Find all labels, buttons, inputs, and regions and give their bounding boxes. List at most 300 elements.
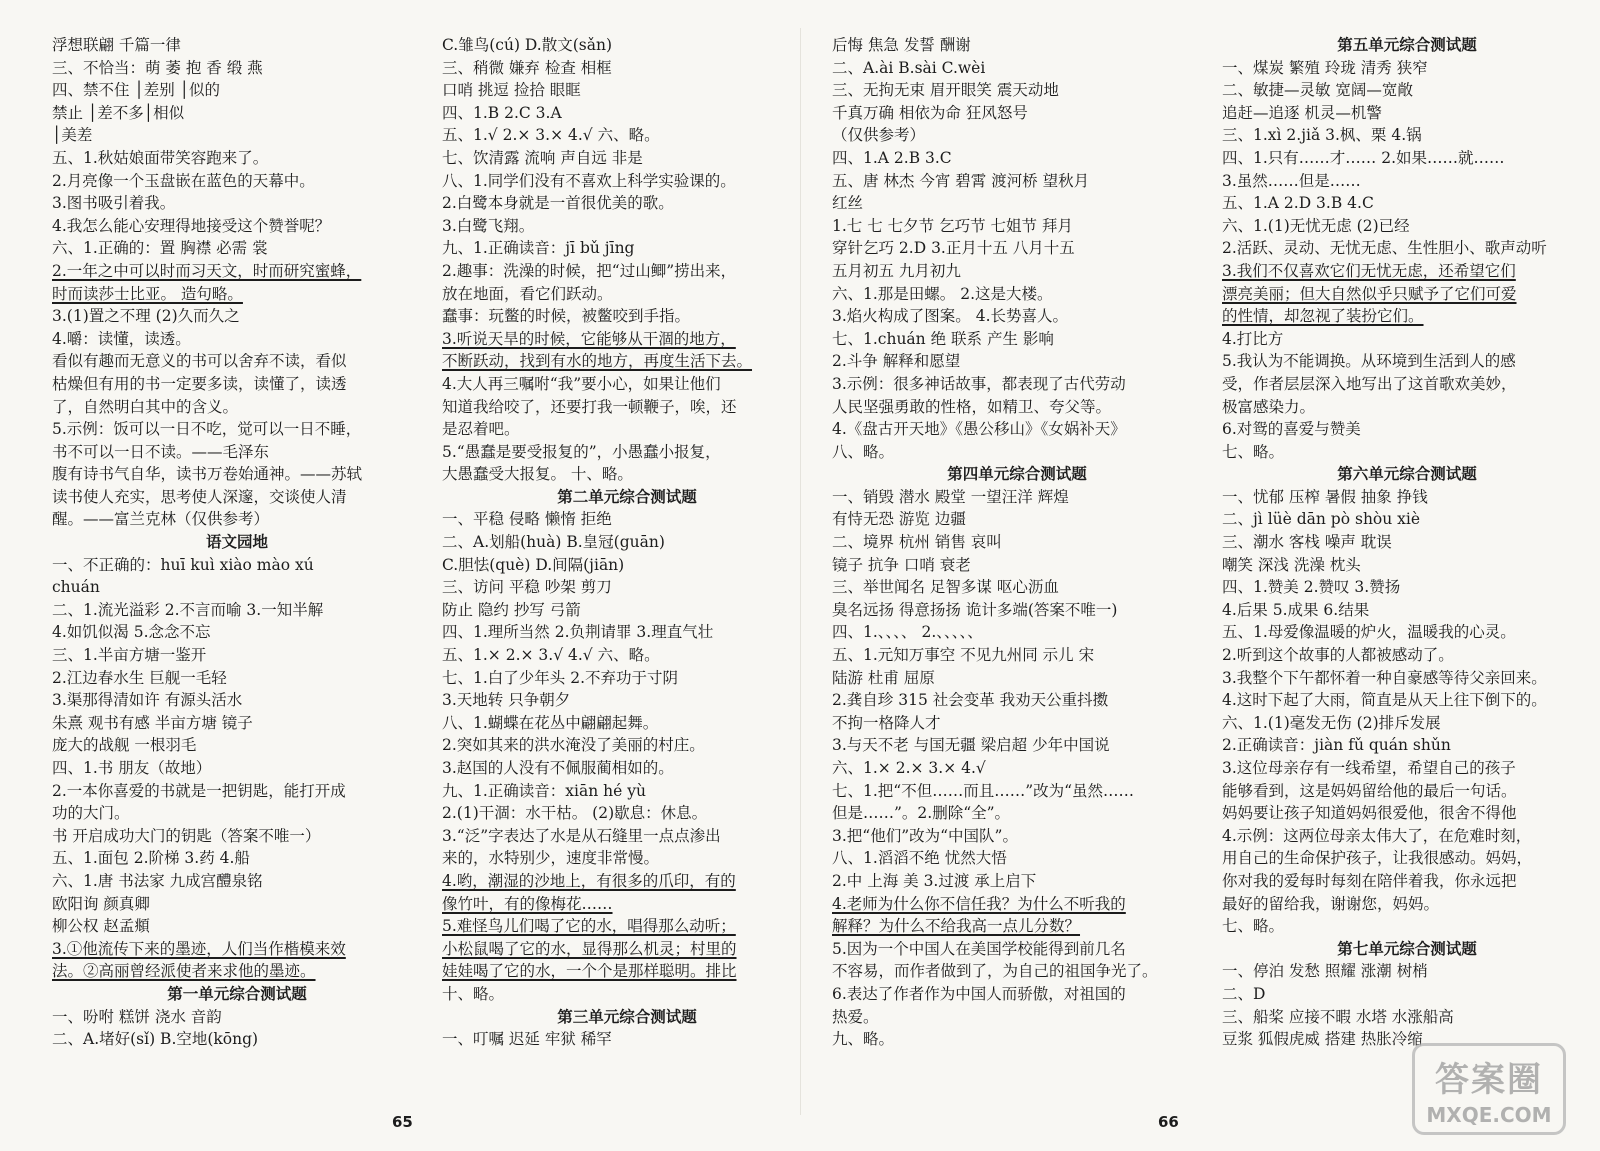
answer-line	[1222, 283, 1592, 306]
line-text: 2.白鹭本身就是一首很优美的歌。	[442, 194, 674, 213]
line-text: 大愚蠢受大报复。 十、略。	[442, 465, 633, 484]
answer-line	[832, 1006, 1202, 1029]
answer-line	[52, 441, 422, 464]
watermark-logo	[1412, 1043, 1566, 1135]
line-text: 2.活跃、灵动、无忧无虑、生性胆小、歌声动听	[1222, 239, 1547, 258]
answer-line	[1222, 780, 1592, 803]
line-text: 读书使人充实，思考使人深邃，交谈使人清	[52, 487, 347, 506]
answer-line	[832, 644, 1202, 667]
line-text: 六、1.(1)无忧无虑 (2)已经	[1222, 216, 1410, 235]
line-text: 4.这时下起了大雨，简直是从天上往下倒下的。	[1222, 691, 1547, 710]
answer-line	[832, 350, 1202, 373]
line-text: 2.一年之中可以时而习天文，时而研究蜜蜂，	[52, 261, 362, 280]
line-text: 5.示例：饭可以一日不吃，觉可以一日不睡，	[52, 420, 362, 439]
answer-line	[832, 102, 1202, 125]
line-text: 3.图书吸引着我。	[52, 194, 176, 213]
answer-line	[1222, 554, 1592, 577]
answer-line	[442, 463, 812, 486]
line-text: 4.老师为什么你不信任我？为什么不听我的	[832, 894, 1126, 913]
answer-line	[832, 1028, 1202, 1051]
section-heading	[52, 531, 422, 554]
answer-line	[832, 712, 1202, 735]
answer-line	[1222, 983, 1592, 1006]
line-text: 穿针乞巧 2.D 3.正月十五 八月十五	[832, 239, 1075, 258]
answer-line	[52, 328, 422, 351]
line-text: 2.听到这个故事的人都被感动了。	[1222, 646, 1454, 665]
line-text: 二、敏捷—灵敏 宽阔—宽敞	[1222, 81, 1413, 100]
answer-line	[1222, 350, 1592, 373]
line-text: 朱熹 观书有感 半亩方塘 镜子	[52, 713, 253, 732]
answer-line	[1222, 215, 1592, 238]
line-text: 书 开启成功大门的钥匙（答案不唯一）	[52, 826, 321, 845]
answer-line	[1222, 870, 1592, 893]
line-text: 九、1.正确读音：xiān hé yù	[442, 781, 646, 800]
answer-line	[52, 124, 422, 147]
answer-line	[52, 237, 422, 260]
line-text: 3.这位母亲存有一线希望，希望自己的孩子	[1222, 759, 1516, 777]
section-heading	[832, 463, 1202, 486]
answer-line	[1222, 1006, 1592, 1029]
line-text: 2.(1)干涸：水干枯。 (2)歇息：休息。	[442, 804, 708, 823]
line-text: 极富感染力。	[1222, 397, 1316, 416]
line-text: 六、1.(1)毫发无伤 (2)排斥发展	[1222, 713, 1441, 732]
line-text: 十、略。	[442, 984, 505, 1003]
line-text: 3.听说天旱的时候，它能够从干涸的地方，	[442, 329, 736, 348]
answer-line	[832, 124, 1202, 147]
line-text: 一、不正确的：huī kuì xiào mào xú	[52, 555, 314, 574]
answer-line	[442, 124, 812, 147]
line-text: 一、叮嘱 迟延 牢狱 稀罕	[442, 1030, 612, 1049]
section-heading	[442, 486, 812, 509]
answer-line	[442, 102, 812, 125]
line-text: 追赶—追逐 机灵—机警	[1222, 103, 1382, 122]
line-text: 4.我怎么能心安理得地接受这个赞誉呢？	[52, 216, 331, 235]
line-text: 五、1.× 2.× 3.√ 4.√ 六、略。	[442, 646, 660, 665]
answer-line	[52, 825, 422, 848]
line-text: 四、1.赞美 2.赞叹 3.赞扬	[1222, 578, 1401, 597]
answer-line	[832, 621, 1202, 644]
answer-line	[442, 689, 812, 712]
answer-line	[832, 757, 1202, 780]
line-text: 防止 隐约 抄写 弓箭	[442, 600, 581, 619]
answer-line	[832, 418, 1202, 441]
answer-line	[832, 170, 1202, 193]
line-text: 但是……”。2.删除“全”。	[832, 804, 1011, 823]
line-text: 2.中 上海 美 3.过渡 承上启下	[832, 871, 1037, 890]
answer-line	[52, 712, 422, 735]
line-text: 妈妈要让孩子知道妈妈很爱他，很舍不得他	[1222, 804, 1517, 823]
line-text: 七、饮清露 流响 声自远 非是	[442, 148, 643, 167]
line-text: 一、销毁 潜水 殿堂 一望汪洋 辉煌	[832, 487, 1069, 506]
line-text: 语文园地	[205, 532, 268, 552]
line-text: 三、不恰当：萌 萎 抱 香 缎 燕	[52, 58, 263, 77]
line-text: 浮想联翩 千篇一律	[52, 36, 181, 54]
line-text: 4.示例：这两位母亲太伟大了，在危难时刻，	[1222, 826, 1532, 845]
line-text: 4.打比方	[1222, 329, 1284, 348]
line-text: 六、1.唐 书法家 九成宫醴泉铭	[52, 871, 263, 890]
line-text: 2.趣事：洗澡的时候，把“过山鲫”捞出来，	[442, 261, 737, 280]
line-text: 有恃无恐 游览 边疆	[832, 510, 966, 529]
line-text: 能够看到，这是妈妈留给他的最后一句话。	[1222, 781, 1517, 800]
answer-line	[832, 57, 1202, 80]
line-text: chuán	[52, 578, 100, 597]
answer-line	[52, 170, 422, 193]
answer-line	[52, 34, 422, 57]
line-text: 二、1.流光溢彩 2.不言而喻 3.一知半解	[52, 600, 324, 619]
line-text: 六、1.那是田螺。 2.这是大楼。	[832, 284, 1053, 303]
answer-line	[1222, 57, 1592, 80]
line-text: 七、略。	[1222, 917, 1285, 936]
line-text: 4.嚼：读懂，读透。	[52, 329, 191, 348]
line-text: 你对我的爱每时每刻在陪伴着我，你永远把	[1222, 871, 1517, 890]
answer-line	[442, 373, 812, 396]
line-text: C.胆怯(què) D.间隔(jiān)	[442, 555, 625, 574]
answer-line	[52, 508, 422, 531]
section-heading	[442, 1006, 812, 1029]
line-text: 5.“愚蠢是要受报复的”，小愚蠢小报复，	[442, 442, 721, 461]
line-text: 小松鼠喝了它的水，显得那么机灵；村里的	[442, 939, 737, 958]
answer-line	[442, 283, 812, 306]
page-number-left: 65	[392, 1113, 413, 1131]
answer-line	[52, 576, 422, 599]
answer-line	[832, 667, 1202, 690]
line-text: 五月初五 九月初九	[832, 261, 961, 280]
line-text: 3.虽然……但是……	[1222, 171, 1361, 190]
answer-line	[832, 215, 1202, 238]
answer-line	[832, 396, 1202, 419]
answer-line	[832, 847, 1202, 870]
answer-line	[1222, 441, 1592, 464]
line-text: 腹有诗书气自华，读书万卷始通神。——苏轼	[52, 465, 363, 484]
line-text: 2.突如其来的洪水淹没了美丽的村庄。	[442, 736, 705, 755]
line-text: 不断跃动，找到有水的地方，再度生活下去。	[442, 352, 753, 371]
line-text: 枯燥但有用的书一定要多读，读懂了，读透	[52, 374, 347, 393]
line-text: 热爱。	[832, 1007, 879, 1026]
answer-line	[1222, 147, 1592, 170]
line-text: 4.哟，潮湿的沙地上，有很多的爪印，有的	[442, 871, 736, 890]
answer-line	[442, 757, 812, 780]
answer-line	[442, 667, 812, 690]
line-text: │美差	[52, 126, 93, 145]
line-text: 八、1.滔滔不绝 忧然大悟	[832, 849, 1007, 868]
line-text: 2.正确读音：jiàn fǔ quán shǔn	[1222, 736, 1451, 755]
line-text: 6.表达了作者作为中国人而骄傲，对祖国的	[832, 984, 1126, 1003]
answer-line	[1222, 418, 1592, 441]
watermark-text: 答案圈	[1435, 1060, 1543, 1100]
line-text: 六、1.正确的：置 胸襟 必需 裳	[52, 239, 268, 258]
answer-line	[1222, 508, 1592, 531]
line-text: 书不可以一日不读。——毛泽东	[52, 442, 270, 461]
line-text: 第二单元综合测试题	[557, 486, 697, 506]
line-text: 一、煤炭 繁殖 玲珑 清秀 狭窄	[1222, 58, 1428, 77]
line-text: 放在地面，看它们跃动。	[442, 284, 613, 303]
line-text: 功的大门。	[52, 804, 130, 823]
answer-line	[52, 1006, 422, 1029]
line-text: 2.斗争 解释和愿望	[832, 352, 961, 371]
line-text: 臭名远扬 得意扬扬 诡计多端(答案不唯一)	[832, 600, 1118, 619]
answer-line	[1222, 644, 1592, 667]
line-text: C.雏鸟(cú) D.散文(sǎn)	[442, 36, 612, 54]
line-text: 第三单元综合测试题	[557, 1006, 697, 1026]
line-text: 像竹叶，有的像梅花……	[442, 894, 613, 913]
line-text: 人民坚强勇敢的性格，如精卫、夸父等。	[832, 397, 1112, 416]
line-text: 3.白鹭飞翔。	[442, 216, 535, 235]
answer-line	[442, 215, 812, 238]
answer-line	[52, 757, 422, 780]
line-text: 五、1.秋姑娘面带笑容跑来了。	[52, 148, 269, 167]
answer-line	[52, 734, 422, 757]
answer-line	[442, 396, 812, 419]
line-text: 来的，水特别少，速度非常慢。	[442, 849, 660, 868]
answer-line	[832, 508, 1202, 531]
answer-line	[52, 644, 422, 667]
line-text: 2.江边春水生 巨舰一毛轻	[52, 668, 227, 687]
line-text: 娃娃喝了它的水，一个个是那样聪明。排比	[442, 962, 737, 981]
line-text: 第七单元综合测试题	[1337, 938, 1477, 958]
line-text: 三、船桨 应接不暇 水塔 水涨船高	[1222, 1007, 1454, 1026]
line-text: 八、略。	[832, 442, 895, 461]
line-text: 2.月亮像一个玉盘嵌在蓝色的天幕中。	[52, 171, 315, 190]
answer-line	[1222, 79, 1592, 102]
line-text: 不拘一格降人才	[832, 713, 941, 732]
answer-line	[442, 418, 812, 441]
section-heading	[1222, 34, 1592, 57]
answer-line	[52, 463, 422, 486]
line-text: 镜子 抗争 口哨 衰老	[832, 555, 971, 574]
line-text: 二、jì lüè dān pò shòu xiè	[1222, 510, 1421, 529]
answer-line	[832, 283, 1202, 306]
line-text: 三、举世闻名 足智多谋 呕心沥血	[832, 578, 1059, 597]
answer-line	[1222, 621, 1592, 644]
answer-line	[832, 305, 1202, 328]
line-text: 漂亮美丽；但大自然似乎只赋予了它们可爱	[1222, 284, 1517, 303]
line-text: 四、禁不住 │差别 │似的	[52, 81, 221, 100]
answer-line	[832, 780, 1202, 803]
line-text: 6.对鸳的喜爱与赞美	[1222, 420, 1361, 439]
answer-line	[1222, 260, 1592, 283]
line-text: 3.示例：很多神话故事，都表现了古代劳动	[832, 374, 1126, 393]
answer-line	[1222, 237, 1592, 260]
answer-line	[442, 599, 812, 622]
line-text: 三、潮水 客栈 噪声 耽误	[1222, 533, 1392, 552]
answer-line	[442, 621, 812, 644]
line-text: 的性情，却忽视了装扮它们。	[1222, 307, 1424, 326]
answer-line	[832, 531, 1202, 554]
line-text: 红丝	[832, 194, 864, 213]
answer-line	[52, 396, 422, 419]
answer-line	[442, 870, 812, 893]
answer-line	[442, 960, 812, 983]
answer-line	[52, 350, 422, 373]
line-text: 庞大的战舰 一根羽毛	[52, 736, 197, 755]
line-text: 三、稍微 嫌弃 检查 相框	[442, 58, 612, 77]
line-text: 八、1.蝴蝶在花丛中翩翩起舞。	[442, 713, 659, 732]
answer-line	[1222, 576, 1592, 599]
answer-line	[442, 938, 812, 961]
watermark-url: MXQE.COM	[1426, 1103, 1552, 1127]
answer-line	[1222, 960, 1592, 983]
answer-line	[52, 847, 422, 870]
answer-line	[1222, 712, 1592, 735]
answer-line	[52, 305, 422, 328]
line-text: 2.一本你喜爱的书就是一把钥匙，能打开成	[52, 781, 346, 800]
line-text: 3.天地转 只争朝夕	[442, 691, 571, 710]
answer-line	[52, 893, 422, 916]
line-text: 七、1.把“不但……而且……”改为“虽然……	[832, 781, 1135, 800]
answer-line	[442, 328, 812, 351]
answer-line	[52, 667, 422, 690]
line-text: 第一单元综合测试题	[167, 983, 307, 1003]
answer-line	[52, 79, 422, 102]
line-text: 口哨 挑逗 捡拾 眼眶	[442, 81, 581, 100]
line-text: 嘲笑 深浅 洗澡 枕头	[1222, 555, 1361, 574]
section-heading	[1222, 938, 1592, 961]
answer-line	[442, 825, 812, 848]
line-text: 一、忧郁 压榨 暑假 抽象 挣钱	[1222, 487, 1428, 506]
line-text: 3.赵国的人没有不佩服蔺相如的。	[442, 759, 674, 777]
answer-line	[1222, 124, 1592, 147]
answer-line	[832, 915, 1202, 938]
line-text: 3.我们不仅喜欢它们无忧无虑，还希望它们	[1222, 261, 1516, 280]
answer-line	[52, 192, 422, 215]
answer-line	[52, 870, 422, 893]
answer-line	[1222, 599, 1592, 622]
line-text: 一、停泊 发愁 照耀 涨潮 树梢	[1222, 962, 1428, 981]
line-text: 二、A.ài B.sài C.wèi	[832, 58, 986, 77]
answer-line	[442, 802, 812, 825]
line-text: 二、境界 杭州 销售 哀叫	[832, 533, 1002, 552]
answer-line	[832, 34, 1202, 57]
line-text: 四、1.A 2.B 3.C	[832, 148, 952, 167]
line-text: 解释？为什么不给我高一点儿分数？	[832, 917, 1081, 936]
answer-line	[442, 57, 812, 80]
line-text: 禁止 │差不多│相似	[52, 103, 185, 122]
answer-line	[442, 734, 812, 757]
answer-line	[832, 260, 1202, 283]
line-text: 最好的留给我，谢谢您，妈妈。	[1222, 894, 1440, 913]
answer-line	[832, 192, 1202, 215]
answer-line	[832, 328, 1202, 351]
line-text: 四、1.、、、、 2.、、、、、	[832, 623, 983, 642]
answer-line	[832, 373, 1202, 396]
page-number-right: 66	[1158, 1113, 1179, 1131]
answer-line	[442, 644, 812, 667]
answer-line	[442, 34, 812, 57]
answer-line	[52, 689, 422, 712]
line-text: 3.渠那得清如许 有源头活水	[52, 691, 243, 710]
line-text: 欧阳询 颜真卿	[52, 894, 150, 913]
answer-line	[1222, 802, 1592, 825]
answer-line	[52, 780, 422, 803]
line-text: 五、1.A 2.D 3.B 4.C	[1222, 194, 1374, 213]
line-text: 二、D	[1222, 984, 1266, 1003]
answer-line	[442, 441, 812, 464]
line-text: 千真万确 相依为命 狂风怒号	[832, 103, 1028, 122]
line-text: 1.七 七 七夕节 乞巧节 七姐节 拜月	[832, 216, 1073, 235]
line-text: 一、吩咐 糕饼 浇水 音韵	[52, 1007, 222, 1026]
answer-line	[1222, 305, 1592, 328]
line-text: 4.如饥似渴 5.念念不忘	[52, 623, 211, 642]
answer-line	[52, 57, 422, 80]
answer-line	[832, 147, 1202, 170]
line-text: 七、1.白了少年头 2.不弃功于寸阴	[442, 668, 679, 687]
answer-line	[442, 170, 812, 193]
section-heading	[52, 983, 422, 1006]
answer-line	[52, 960, 422, 983]
line-text: 4.大人再三嘱咐“我”要小心，如果让他们	[442, 374, 721, 393]
column-2	[442, 34, 812, 1051]
answer-line	[1222, 757, 1592, 780]
line-text: 第六单元综合测试题	[1337, 464, 1477, 484]
line-text: 三、无拘无束 眉开眼笑 震天动地	[832, 81, 1059, 100]
answer-line	[832, 576, 1202, 599]
answer-line	[1222, 486, 1592, 509]
answer-line	[52, 599, 422, 622]
line-text: 5.难怪鸟儿们喝了它的水，唱得那么动听；	[442, 917, 736, 936]
line-text: 五、1.元知万事空 不见九州同 示儿 宋	[832, 646, 1095, 665]
answer-line	[832, 554, 1202, 577]
line-text: 三、1.xì 2.jiǎ 3.枫、栗 4.锅	[1222, 126, 1422, 145]
answer-line	[442, 260, 812, 283]
line-text: 3.(1)置之不理 (2)久而久之	[52, 307, 240, 326]
answer-line	[52, 373, 422, 396]
answer-line	[1222, 192, 1592, 215]
answer-line	[442, 237, 812, 260]
line-text: （仅供参考）	[832, 126, 926, 145]
line-text: 柳公权 赵孟頫	[52, 917, 150, 936]
line-text: 豆浆 狐假虎威 搭建 热胀冷缩	[1222, 1030, 1423, 1049]
line-text: 三、1.半亩方塘一鉴开	[52, 646, 207, 665]
answer-line	[1222, 396, 1592, 419]
answer-line	[1222, 328, 1592, 351]
answer-line	[442, 983, 812, 1006]
line-text: 后悔 焦急 发誓 酬谢	[832, 36, 971, 54]
line-text: 七、1.chuán 绝 联系 产生 影响	[832, 329, 1054, 348]
line-text: 四、1.只有……才…… 2.如果……就……	[1222, 148, 1505, 167]
answer-line	[1222, 893, 1592, 916]
line-text: 第四单元综合测试题	[947, 464, 1087, 484]
answer-line	[52, 418, 422, 441]
line-text: 4.《盘古开天地》《愚公移山》《女娲补天》	[832, 420, 1126, 439]
answer-line	[442, 350, 812, 373]
answer-line	[52, 802, 422, 825]
line-text: 九、略。	[832, 1030, 895, 1049]
line-text: 蠢事：玩鳖的时候，被鳖咬到手指。	[442, 307, 691, 326]
answer-line	[832, 734, 1202, 757]
line-text: 知道我给咬了，还要打我一顿鞭子，唉，还	[442, 397, 737, 416]
answer-line	[832, 689, 1202, 712]
answer-line	[52, 260, 422, 283]
answer-line	[442, 192, 812, 215]
answer-line	[832, 960, 1202, 983]
line-text: 用自己的生命保护孩子，让我很感动。妈妈，	[1222, 849, 1533, 868]
answer-line	[442, 847, 812, 870]
line-text: 五、唐 林杰 今宵 碧霄 渡河桥 望秋月	[832, 171, 1090, 190]
answer-line	[832, 486, 1202, 509]
line-text: 5.因为一个中国人在美国学校能得到前几名	[832, 939, 1126, 958]
line-text: 五、1.√ 2.× 3.× 4.√ 六、略。	[442, 126, 660, 145]
answer-line	[442, 893, 812, 916]
line-text: 是忍着吧。	[442, 420, 520, 439]
answer-line	[442, 915, 812, 938]
answer-line	[1222, 373, 1592, 396]
answer-line	[1222, 102, 1592, 125]
answer-line	[442, 508, 812, 531]
line-text: 时而读莎士比亚。 造句略。	[52, 284, 243, 303]
line-text: 六、1.× 2.× 3.× 4.√	[832, 759, 986, 777]
line-text: 3.焰火构成了图案。 4.长势喜人。	[832, 307, 1069, 326]
answer-line	[832, 938, 1202, 961]
